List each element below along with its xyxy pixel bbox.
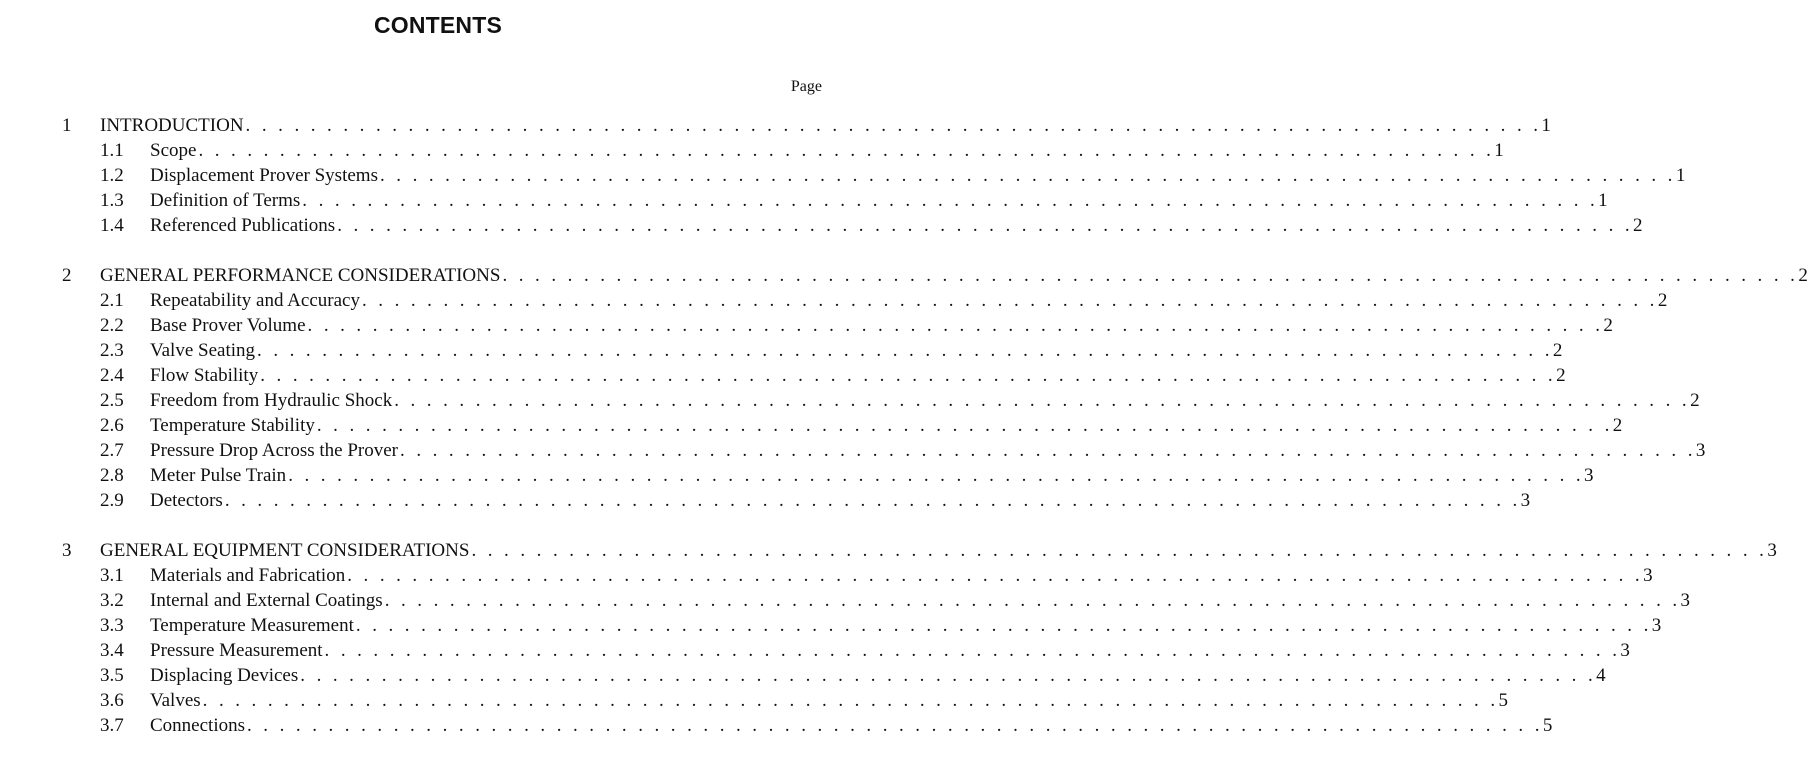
- page-number: 2: [1633, 215, 1643, 236]
- entry-title: Flow Stability: [150, 365, 259, 386]
- entry-number: 3.5: [100, 665, 124, 686]
- toc-entry[interactable]: [0, 463, 1594, 488]
- toc-entry[interactable]: [0, 363, 1566, 388]
- toc-section: [0, 263, 1808, 513]
- entry-number: 2.5: [100, 390, 124, 411]
- dot-leader: . . . . . . . . . . . . . . . . . . . . . . . . . . . . . . . . . . . . . . . . . . . . . . . . . . . . . . . . . . . . . . . . . . . . . . . . . . . . . . . .: [260, 365, 1557, 386]
- page-number: 1: [1541, 115, 1551, 136]
- dot-leader: . . . . . . . . . . . . . . . . . . . . . . . . . . . . . . . . . . . . . . . . . . . . . . . . . . . . . . . . . . . . . . . . . . . . . . . . . . . . . . . .: [400, 440, 1696, 461]
- page-number: 3: [1620, 640, 1630, 661]
- page-number: 2: [1556, 365, 1566, 386]
- entry-number: 2.1: [100, 290, 124, 311]
- dot-leader: . . . . . . . . . . . . . . . . . . . . . . . . . . . . . . . . . . . . . . . . . . . . . . . . . . . . . . . . . . . . . . . . . . . . . . . . . . . . . . . .: [302, 190, 1599, 211]
- page-number: 3: [1695, 440, 1706, 461]
- entry-title: Detectors: [150, 490, 223, 511]
- toc-entry[interactable]: [0, 288, 1668, 313]
- toc-entry[interactable]: [0, 663, 1606, 688]
- page-number: 3: [1680, 590, 1691, 611]
- entry-number: 1.1: [100, 140, 124, 161]
- entry-number: 1.2: [100, 165, 124, 186]
- dot-leader: . . . . . . . . . . . . . . . . . . . . . . . . . . . . . . . . . . . . . . . . . . . . . . . . . . . . . . . . . . . . . . . . . . . . . . . . . . . . . . . .: [202, 690, 1499, 711]
- entry-title: Valves: [150, 690, 201, 711]
- toc-section: [0, 113, 1686, 238]
- page-number: 2: [1798, 265, 1808, 286]
- dot-leader: . . . . . . . . . . . . . . . . . . . . . . . . . . . . . . . . . . . . . . . . . . . . . . . . . . . . . . . . . . . . . . . . . . . . . . . . . . . . . . . .: [471, 540, 1768, 561]
- page-number: 3: [1767, 540, 1777, 561]
- page-number: 3: [1584, 465, 1594, 486]
- entry-number: 2.4: [100, 365, 124, 386]
- dot-leader: . . . . . . . . . . . . . . . . . . . . . . . . . . . . . . . . . . . . . . . . . . . . . . . . . . . . . . . . . . . . . . . . . . . . . . . . . . . . . . . .: [394, 390, 1691, 411]
- page-number: 2: [1657, 290, 1668, 311]
- entry-title: Pressure Measurement: [150, 640, 323, 661]
- entry-number: 3.4: [100, 640, 124, 661]
- dot-leader: . . . . . . . . . . . . . . . . . . . . . . . . . . . . . . . . . . . . . . . . . . . . . . . . . . . . . . . . . . . . . . . . . . . . . . . . . . . . . . . .: [307, 315, 1604, 336]
- toc-entry[interactable]: [0, 313, 1613, 338]
- entry-number: 3.6: [100, 690, 124, 711]
- entry-number: 3.3: [100, 615, 124, 636]
- toc-entry[interactable]: [0, 713, 1553, 738]
- entry-title: Displacement Prover Systems: [150, 165, 378, 186]
- entry-title: Temperature Stability: [150, 415, 315, 436]
- dot-leader: . . . . . . . . . . . . . . . . . . . . . . . . . . . . . . . . . . . . . . . . . . . . . . . . . . . . . . . . . . . . . . . . . . . . . . . . . . . . . . . .: [324, 640, 1621, 661]
- page-number: 1: [1675, 165, 1686, 186]
- page-title: CONTENTS: [373, 12, 503, 38]
- dot-leader: . . . . . . . . . . . . . . . . . . . . . . . . . . . . . . . . . . . . . . . . . . . . . . . . . . . . . . . . . . . . . . . . . . . . . . . . . . . . . . . .: [337, 215, 1634, 236]
- dot-leader: . . . . . . . . . . . . . . . . . . . . . . . . . . . . . . . . . . . . . . . . . . . . . . . . . . . . . . . . . . . . . . . . . . . . . . . . . . . . . . . .: [361, 290, 1658, 311]
- toc-entry[interactable]: [0, 563, 1653, 588]
- entry-title: Materials and Fabrication: [150, 565, 346, 586]
- toc-entry[interactable]: [0, 213, 1643, 238]
- entry-number: 1.4: [100, 215, 124, 236]
- page-number: 3: [1520, 490, 1531, 511]
- entry-title: Temperature Measurement: [150, 615, 354, 636]
- page-number: 2: [1552, 340, 1563, 361]
- page-number: 4: [1596, 665, 1606, 686]
- page-number: 3: [1643, 565, 1653, 586]
- entry-title: Pressure Drop Across the Prover: [150, 440, 399, 461]
- toc-section: [0, 538, 1777, 738]
- toc-entry[interactable]: [0, 338, 1563, 363]
- toc-entry[interactable]: [0, 613, 1662, 638]
- toc-entry[interactable]: [0, 413, 1623, 438]
- page-number: 2: [1690, 390, 1700, 411]
- entry-title: Repeatability and Accuracy: [150, 290, 360, 311]
- section-number: 1: [62, 115, 72, 136]
- entry-number: 2.3: [100, 340, 124, 361]
- dot-leader: . . . . . . . . . . . . . . . . . . . . . . . . . . . . . . . . . . . . . . . . . . . . . . . . . . . . . . . . . . . . . . . . . . . . . . . . . . . . . . . .: [245, 115, 1542, 136]
- entry-number: 2.2: [100, 315, 124, 336]
- page-number: 5: [1542, 715, 1553, 736]
- dot-leader: . . . . . . . . . . . . . . . . . . . . . . . . . . . . . . . . . . . . . . . . . . . . . . . . . . . . . . . . . . . . . . . . . . . . . . . . . . . . . . . .: [316, 415, 1613, 436]
- toc-entry[interactable]: [0, 138, 1504, 163]
- dot-leader: . . . . . . . . . . . . . . . . . . . . . . . . . . . . . . . . . . . . . . . . . . . . . . . . . . . . . . . . . . . . . . . . . . . . . . . . . . . . . . . .: [379, 165, 1676, 186]
- section-number: 2: [62, 265, 72, 286]
- dot-leader: . . . . . . . . . . . . . . . . . . . . . . . . . . . . . . . . . . . . . . . . . . . . . . . . . . . . . . . . . . . . . . . . . . . . . . . . . . . . . . . .: [247, 715, 1543, 736]
- dot-leader: . . . . . . . . . . . . . . . . . . . . . . . . . . . . . . . . . . . . . . . . . . . . . . . . . . . . . . . . . . . . . . . . . . . . . . . . . . . . . . . .: [288, 465, 1585, 486]
- page-number: 2: [1603, 315, 1613, 336]
- dot-leader: . . . . . . . . . . . . . . . . . . . . . . . . . . . . . . . . . . . . . . . . . . . . . . . . . . . . . . . . . . . . . . . . . . . . . . . . . . . . . . . .: [355, 615, 1652, 636]
- dot-leader: . . . . . . . . . . . . . . . . . . . . . . . . . . . . . . . . . . . . . . . . . . . . . . . . . . . . . . . . . . . . . . . . . . . . . . . . . . . . . . . .: [384, 590, 1681, 611]
- toc-entry[interactable]: [0, 688, 1509, 713]
- entry-number: 3.7: [100, 715, 124, 736]
- entry-title: Base Prover Volume: [150, 315, 306, 336]
- dot-leader: . . . . . . . . . . . . . . . . . . . . . . . . . . . . . . . . . . . . . . . . . . . . . . . . . . . . . . . . . . . . . . . . . . . . . . . . . . . . . . . .: [198, 140, 1495, 161]
- entry-number: 3.2: [100, 590, 124, 611]
- toc-section-heading[interactable]: [0, 538, 1777, 563]
- entry-title: Meter Pulse Train: [150, 465, 287, 486]
- entry-title: Valve Seating: [150, 340, 256, 361]
- page-number: 2: [1612, 415, 1623, 436]
- page-number: 5: [1498, 690, 1509, 711]
- page-column-label: Page: [790, 78, 822, 95]
- toc-entry[interactable]: [0, 188, 1608, 213]
- toc-entry[interactable]: [0, 438, 1706, 463]
- section-title: INTRODUCTION: [100, 115, 244, 136]
- dot-leader: . . . . . . . . . . . . . . . . . . . . . . . . . . . . . . . . . . . . . . . . . . . . . . . . . . . . . . . . . . . . . . . . . . . . . . . . . . . . . . . .: [300, 665, 1597, 686]
- dot-leader: . . . . . . . . . . . . . . . . . . . . . . . . . . . . . . . . . . . . . . . . . . . . . . . . . . . . . . . . . . . . . . . . . . . . . . . . . . . . . . . .: [257, 340, 1553, 361]
- toc-entry[interactable]: [0, 488, 1531, 513]
- dot-leader: . . . . . . . . . . . . . . . . . . . . . . . . . . . . . . . . . . . . . . . . . . . . . . . . . . . . . . . . . . . . . . . . . . . . . . . . . . . . . . . .: [347, 565, 1644, 586]
- toc-entry[interactable]: [0, 588, 1691, 613]
- toc-section-heading[interactable]: [0, 113, 1551, 138]
- entry-number: 2.9: [100, 490, 124, 511]
- entry-title: Definition of Terms: [150, 190, 301, 211]
- entry-title: Referenced Publications: [150, 215, 336, 236]
- entry-number: 1.3: [100, 190, 124, 211]
- toc-entry[interactable]: [0, 388, 1700, 413]
- entry-number: 2.7: [100, 440, 124, 461]
- page-number: 3: [1651, 615, 1662, 636]
- entry-title: Internal and External Coatings: [150, 590, 383, 611]
- section-title: GENERAL EQUIPMENT CONSIDERATIONS: [100, 540, 470, 561]
- entry-title: Freedom from Hydraulic Shock: [150, 390, 393, 411]
- entry-title: Scope: [150, 140, 197, 161]
- entry-number: 2.8: [100, 465, 124, 486]
- toc-entry[interactable]: [0, 163, 1686, 188]
- toc-section-heading[interactable]: [0, 263, 1808, 288]
- page-number: 1: [1598, 190, 1608, 211]
- table-of-contents: [0, 113, 1808, 763]
- section-number: 3: [62, 540, 72, 561]
- page-number: 1: [1494, 140, 1504, 161]
- section-title: GENERAL PERFORMANCE CONSIDERATIONS: [100, 265, 501, 286]
- entry-number: 3.1: [100, 565, 124, 586]
- entry-number: 2.6: [100, 415, 124, 436]
- toc-entry[interactable]: [0, 638, 1630, 663]
- dot-leader: . . . . . . . . . . . . . . . . . . . . . . . . . . . . . . . . . . . . . . . . . . . . . . . . . . . . . . . . . . . . . . . . . . . . . . . . . . . . . . . .: [224, 490, 1521, 511]
- dot-leader: . . . . . . . . . . . . . . . . . . . . . . . . . . . . . . . . . . . . . . . . . . . . . . . . . . . . . . . . . . . . . . . . . . . . . . . . . . . . . . . .: [502, 265, 1799, 286]
- entry-title: Connections: [150, 715, 245, 736]
- entry-title: Displacing Devices: [150, 665, 299, 686]
